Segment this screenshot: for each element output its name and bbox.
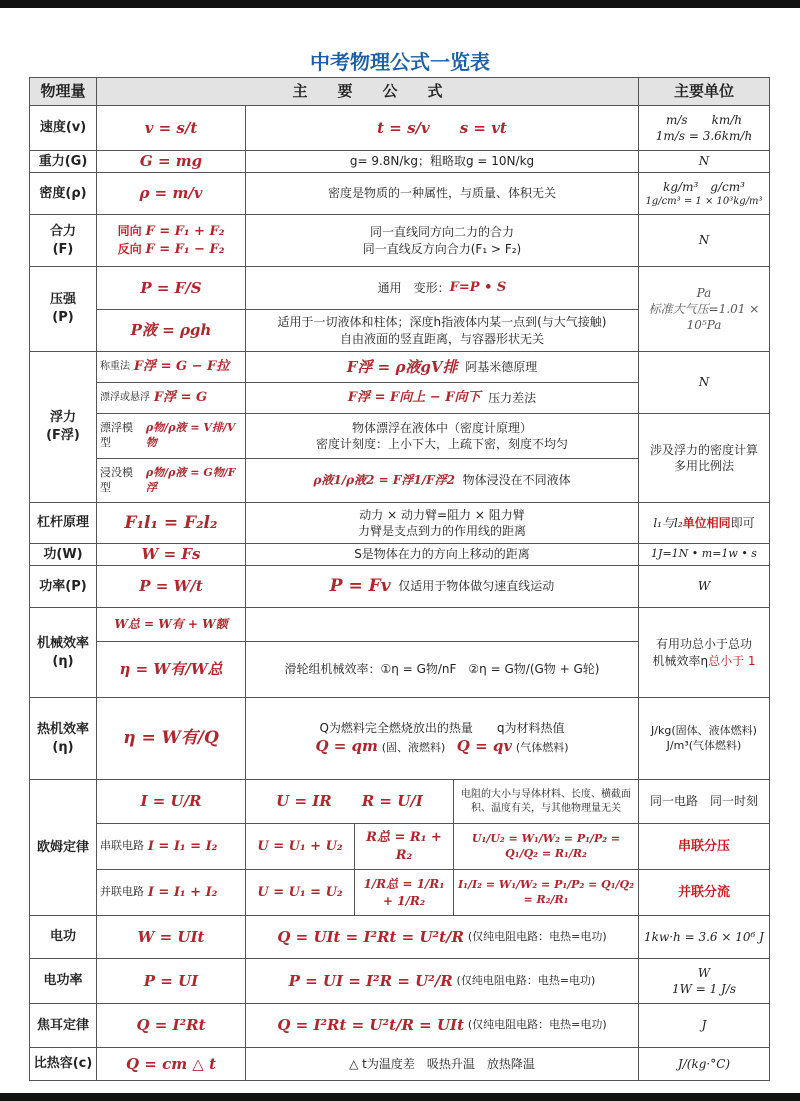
row-name-mech-eff-label: 机械效率 (36, 635, 89, 651)
desc-joule (245, 1003, 639, 1048)
unit-mech-eff-line2-red: 总小于 1 (708, 653, 756, 668)
formula-series-voltage: U = U₁ + U₂ (245, 823, 355, 870)
desc-float-model-line1: 物体漂浮在液体中（密度计原理） (351, 420, 532, 435)
desc-pressure-general-text: 通用 变形： (377, 280, 450, 295)
row-name-heat-eff (29, 697, 97, 780)
unit-mech-eff-line2-pre: 机械效率η (652, 653, 709, 668)
row-name-pressure-symbol: (P) (52, 310, 74, 325)
unit-lever-post: 即可 (730, 515, 755, 530)
formula-pressure-diff: F浮 = F向上 − F向下 (347, 390, 481, 406)
note-elec-work: (仅纯电阻电路：电热=电功) (467, 929, 607, 943)
row-name-buoyancy-symbol: (F浮) (46, 428, 80, 443)
desc-heat-cap: △ t为温度差 吸热升温 放热降温 (245, 1047, 639, 1081)
label-float: 漂浮或悬浮 (100, 392, 150, 404)
formula-force (96, 214, 246, 267)
row-name-pressure-label: 压强 (49, 292, 76, 308)
formula-joule-full: Q = I²Rt = U²t/R = UIt (277, 1016, 464, 1035)
label-submerge-model: 浸没模型 (100, 465, 133, 494)
formula-series-current (96, 823, 246, 870)
top-bar (0, 0, 800, 8)
formula-lever: F₁l₁ = F₂l₂ (96, 502, 246, 544)
unit-speed-line1: m/s km/h (665, 112, 742, 127)
desc-force-opposite: 同一直线反方向合力(F₁ > F₂) (362, 241, 522, 256)
desc-pressure-general (245, 266, 639, 310)
formula-weighing: F浮 = G − F拉 (133, 359, 230, 375)
unit-series: 串联分压 (638, 823, 770, 870)
unit-elec-power (638, 958, 770, 1004)
row-name-force-label: 合力 (49, 223, 76, 239)
unit-mech-eff-line1: 有用功总小于总功 (655, 637, 752, 652)
formula-work: W = Fs (96, 543, 246, 566)
row-name-elec-power: 电功率 (29, 958, 97, 1004)
formula-pressure-liquid: P液 = ρgh (96, 309, 246, 352)
desc-lever (245, 502, 639, 544)
row-name-force (29, 214, 97, 267)
desc-buoyancy-float-model (245, 413, 639, 459)
row-name-ohm: 欧姆定律 (29, 779, 97, 916)
unit-elec-power-line1: W (697, 965, 711, 980)
formula-ohm-variants: U = IR R = U/I (245, 779, 454, 824)
unit-speed-line2: 1m/s = 3.6km/h (655, 129, 753, 143)
row-name-heat-eff-label: 热机效率 (36, 721, 89, 737)
formula-elec-power: P = UI (96, 958, 246, 1004)
row-name-heat-cap: 比热容(c) (29, 1047, 97, 1081)
desc-buoyancy-submerge-model (245, 458, 639, 503)
formula-parallel-voltage: U = U₁ = U₂ (245, 869, 355, 916)
desc-force (245, 214, 639, 267)
formula-gravity: G = mg (96, 150, 246, 173)
row-name-density: 密度(ρ) (29, 172, 97, 215)
label-heat-gas: (气体燃料) (515, 741, 569, 755)
formula-buoyancy-weighing (96, 351, 246, 383)
note-buoyancy (638, 413, 770, 503)
unit-pressure (638, 266, 770, 352)
row-name-buoyancy-label: 浮力 (49, 410, 76, 426)
formula-parallel-current (96, 869, 246, 916)
row-name-speed: 速度(v) (29, 105, 97, 151)
note-joule: (仅纯电阻电路：电热=电功) (467, 1018, 607, 1032)
force-same-formula: F = F₁ + F₂ (145, 223, 225, 239)
formula-table (29, 77, 770, 1081)
blank-mech-eff (245, 607, 639, 642)
formula-buoyancy-float (96, 382, 246, 414)
row-name-joule: 焦耳定律 (29, 1003, 97, 1048)
row-name-pressure (29, 266, 97, 352)
formula-parallel-resistance: 1/R总 = 1/R₁ + 1/R₂ (354, 869, 454, 916)
desc-pressure-liquid (245, 309, 639, 352)
formula-power: P = W/t (96, 565, 246, 608)
force-opposite-formula: F = F₁ − F₂ (145, 241, 225, 257)
label-parallel: 并联电路 (100, 885, 144, 899)
label-heat-solid: (固、液燃料) (381, 741, 446, 755)
desc-power (245, 565, 639, 608)
desc-elec-power (245, 958, 639, 1004)
formula-elec-heat: Q = UIt = I²Rt = U²t/R (277, 927, 464, 946)
formula-elec-work: W = UIt (96, 915, 246, 959)
unit-speed (638, 105, 770, 151)
unit-heat-eff (638, 697, 770, 780)
unit-buoyancy: N (638, 351, 770, 414)
desc-pressure-liquid-line1: 适用于一切液体和柱体；深度h指液体内某一点到(与大气接触) (277, 315, 607, 330)
formula-submerge-model: ρ物/ρ液 = G物/F浮 (145, 465, 236, 494)
row-name-elec-work: 电功 (29, 915, 97, 959)
formula-parallel-ratio: I₁/I₂ = W₁/W₂ = P₁/P₂ = Q₁/Q₂ = R₂/R₁ (453, 869, 639, 916)
formula-series-resistance: R总 = R₁ + R₂ (354, 823, 454, 870)
formula-power-velocity: P = Fv (329, 576, 391, 597)
desc-buoyancy-pressure-diff (245, 382, 639, 414)
formula-elec-power-full: P = UI = I²R = U²/R (288, 971, 453, 990)
unit-elec-power-line2: 1W = 1 J/s (671, 982, 737, 996)
unit-heat-cap: J/(kg·°C) (638, 1047, 770, 1081)
desc-elec-work (245, 915, 639, 959)
desc-heat-eff (245, 697, 639, 780)
formula-parallel-i: I = I₁ + I₂ (147, 884, 218, 900)
unit-density-line2: 1g/cm³ = 1 × 10³kg/m³ (645, 195, 763, 207)
header-formula: 主 要 公 式 (96, 77, 639, 106)
desc-work: S是物体在力的方向上移动的距离 (245, 543, 639, 566)
formula-heat-cap: Q = cm △ t (96, 1047, 246, 1081)
formula-float-model: ρ物/ρ液 = V排/V物 (145, 421, 236, 449)
note-elec-power: (仅纯电阻电路：电热=电功) (456, 973, 596, 987)
formula-buoyancy-submerge-model (96, 458, 246, 503)
unit-heat-eff-line2: J/m³(气体燃料) (666, 738, 742, 752)
formula-series-ratio: U₁/U₂ = W₁/W₂ = P₁/P₂ = Q₁/Q₂ = R₁/R₂ (453, 823, 639, 870)
desc-pressure-liquid-line2: 自由液面的竖直距离，与容器形状无关 (339, 331, 544, 346)
desc-float-model-line2: 密度计刻度：上小下大，上疏下密，刻度不均匀 (315, 437, 568, 451)
formula-speed-variants: t = s/v s = vt (245, 105, 639, 151)
unit-lever (638, 502, 770, 544)
row-name-gravity: 重力(G) (29, 150, 97, 173)
row-name-heat-eff-symbol: (η) (52, 739, 74, 755)
unit-density-line1: kg/m³ g/cm³ (663, 179, 745, 194)
desc-lever-line2: 力臂是支点到力的作用线的距离 (357, 524, 526, 538)
formula-joule: Q = I²Rt (96, 1003, 246, 1048)
label-series: 串联电路 (100, 839, 144, 853)
unit-pressure-line2: 标准大气压=1.01 × (648, 301, 760, 316)
desc-gravity: g= 9.8N/kg；粗略取g = 10N/kg (245, 150, 639, 173)
header-unit: 主要单位 (638, 77, 770, 106)
bottom-bar (0, 1093, 800, 1101)
row-name-force-symbol: (F) (52, 241, 74, 257)
desc-pressure-general-formula: F=P • S (449, 280, 507, 296)
unit-joule: J (638, 1003, 770, 1048)
formula-heat-eff: η = W有/Q (96, 697, 246, 780)
row-name-lever: 杠杆原理 (29, 502, 97, 544)
formula-heat-gas: Q = qv (456, 737, 513, 756)
label-weighing: 称重法 (100, 361, 130, 373)
force-same-label: 同向 (117, 223, 142, 238)
formula-buoyancy-float-model (96, 413, 246, 459)
formula-float: F浮 = G (153, 390, 208, 406)
label-pressure-diff: 压力差法 (488, 390, 537, 405)
row-name-work: 功(W) (29, 543, 97, 566)
formula-submerge-ratio: ρ液1/ρ液2 = F浮1/F浮2 (313, 473, 455, 488)
formula-series-i: I = I₁ = I₂ (147, 838, 218, 854)
formula-pressure: P = F/S (96, 266, 246, 310)
label-submerge-ratio: 物体浸没在不同液体 (462, 473, 571, 488)
row-name-mech-eff (29, 607, 97, 698)
row-name-power: 功率(P) (29, 565, 97, 608)
formula-archimedes: F浮 = ρ液gV排 (346, 357, 458, 376)
row-name-mech-eff-symbol: (η) (52, 653, 74, 669)
label-float-model: 漂浮模型 (100, 421, 133, 449)
formula-mech-eff: η = W有/W总 (96, 641, 246, 698)
formula-total-work: W总 = W有 + W额 (96, 607, 246, 642)
unit-ohm: 同一电路 同一时刻 (638, 779, 770, 824)
unit-lever-red: 单位相同 (682, 515, 731, 530)
page-title: 中考物理公式一览表 (310, 50, 490, 74)
formula-ohm: I = U/R (96, 779, 246, 824)
desc-heat-eff-line1: Q为燃料完全燃烧放出的热量 q为材料热值 (319, 721, 565, 736)
formula-speed: v = s/t (96, 105, 246, 151)
unit-lever-pre: l₁与l₂ (653, 515, 683, 530)
desc-buoyancy-archimedes (245, 351, 639, 383)
formula-heat-solid: Q = qm (315, 737, 378, 756)
unit-heat-eff-line1: J/kg(固体、液体燃料) (651, 723, 757, 737)
force-opposite-label: 反向 (117, 241, 142, 256)
desc-force-same: 同一直线同方向二力的合力 (369, 225, 514, 240)
unit-gravity: N (638, 150, 770, 173)
note-buoyancy-line1: 涉及浮力的密度计算 (649, 442, 758, 457)
unit-parallel: 并联分流 (638, 869, 770, 916)
unit-work: 1J=1N • m=1w • s (638, 543, 770, 566)
note-buoyancy-line2: 多用比例法 (673, 459, 734, 473)
unit-force: N (638, 214, 770, 267)
desc-mech-eff: 滑轮组机械效率：①η = G物/nF ②η = G物/(G物 + G轮) (245, 641, 639, 698)
formula-density: ρ = m/v (96, 172, 246, 215)
unit-elec-work: 1kw·h = 3.6 × 10⁶ J (638, 915, 770, 959)
unit-pressure-line1: Pa (696, 285, 712, 300)
unit-density (638, 172, 770, 215)
desc-lever-line1: 动力 × 动力臂=阻力 × 阻力臂 (359, 507, 525, 522)
unit-mech-eff (638, 607, 770, 698)
row-name-buoyancy (29, 351, 97, 503)
header-quantity: 物理量 (29, 77, 97, 106)
unit-power: W (638, 565, 770, 608)
desc-density: 密度是物质的一种属性，与质量、体积无关 (245, 172, 639, 215)
unit-pressure-line3: 10⁵Pa (686, 318, 722, 333)
label-archimedes: 阿基米德原理 (465, 359, 538, 374)
desc-resistance: 电阻的大小与导体材料、长度、横截面积、温度有关，与其他物理量无关 (453, 779, 639, 824)
desc-power-text: 仅适用于物体做匀速直线运动 (398, 579, 555, 594)
